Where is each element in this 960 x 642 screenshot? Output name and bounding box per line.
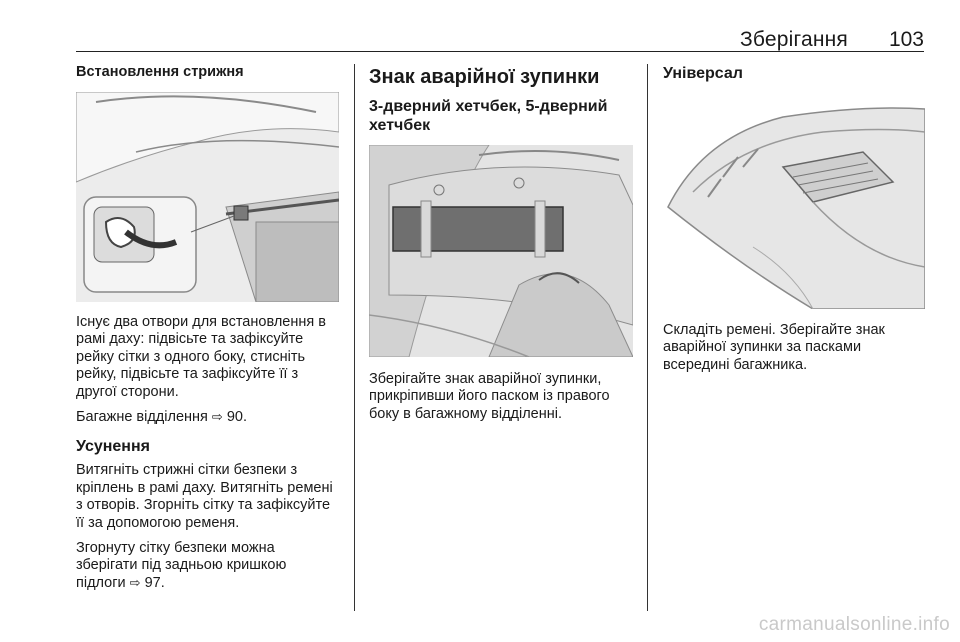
column-middle	[369, 64, 633, 431]
subsection-heading-estate: Універсал	[663, 65, 743, 82]
reference-text: Згорнуту сітку безпеки можна зберігати під задньою кришкою підлоги	[76, 540, 287, 591]
hatchback-storage-instructions: Зберігайте знак аварійної зупинки, прикріпивши його паском із правого боку в багажному відділенні.	[369, 371, 610, 422]
column-divider	[354, 64, 355, 611]
section-title: Зберігання	[740, 28, 848, 51]
page-reference-arrow-icon: ⇨	[211, 410, 223, 426]
subsection-title: Встановлення стрижня	[76, 64, 244, 80]
removal-instructions: Витягніть стрижні сітки безпеки з кріплень в рамі даху. Витягніть ремені з отворів. Згорніть сітку та зафіксуйте її за допомогою ременя.	[76, 462, 333, 531]
reference-page: 97.	[144, 574, 165, 591]
install-instructions: Існує два отвори для встановлення в рамі даху: підвісьте та зафіксуйте рейку сітки з одного боку, стисніть рейку, підвісьте та зафіксуйте її з другої сторони.	[76, 314, 326, 400]
reference-text: Багажне відділення	[76, 409, 208, 426]
column-divider	[647, 64, 648, 611]
header-rule	[76, 51, 924, 52]
subsection-heading-removal: Усунення	[76, 438, 150, 456]
estate-storage-instructions: Складіть ремені. Зберігайте знак аварійної зупинки за пасками всередині багажника.	[663, 322, 885, 373]
storage-reference	[76, 540, 339, 592]
figure-estate-tailgate	[663, 97, 925, 309]
watermark: carmanualsonline.info	[758, 614, 950, 635]
subsection-heading-hatchback: 3-дверний хетчбек, 5-дверний хетчбек	[369, 98, 608, 134]
page-reference-arrow-icon: ⇨	[129, 575, 141, 591]
reference-page: 90.	[226, 409, 248, 426]
figure-roof-rail-illustration	[76, 92, 339, 302]
luggage-compartment-reference	[76, 409, 339, 426]
column-right	[663, 64, 925, 382]
page-header	[76, 28, 924, 52]
page-number: 103	[888, 28, 924, 51]
column-left	[76, 64, 339, 600]
section-heading-warning-triangle: Знак аварійної зупинки	[369, 66, 600, 88]
figure-hatchback-warning-triangle	[369, 145, 633, 357]
